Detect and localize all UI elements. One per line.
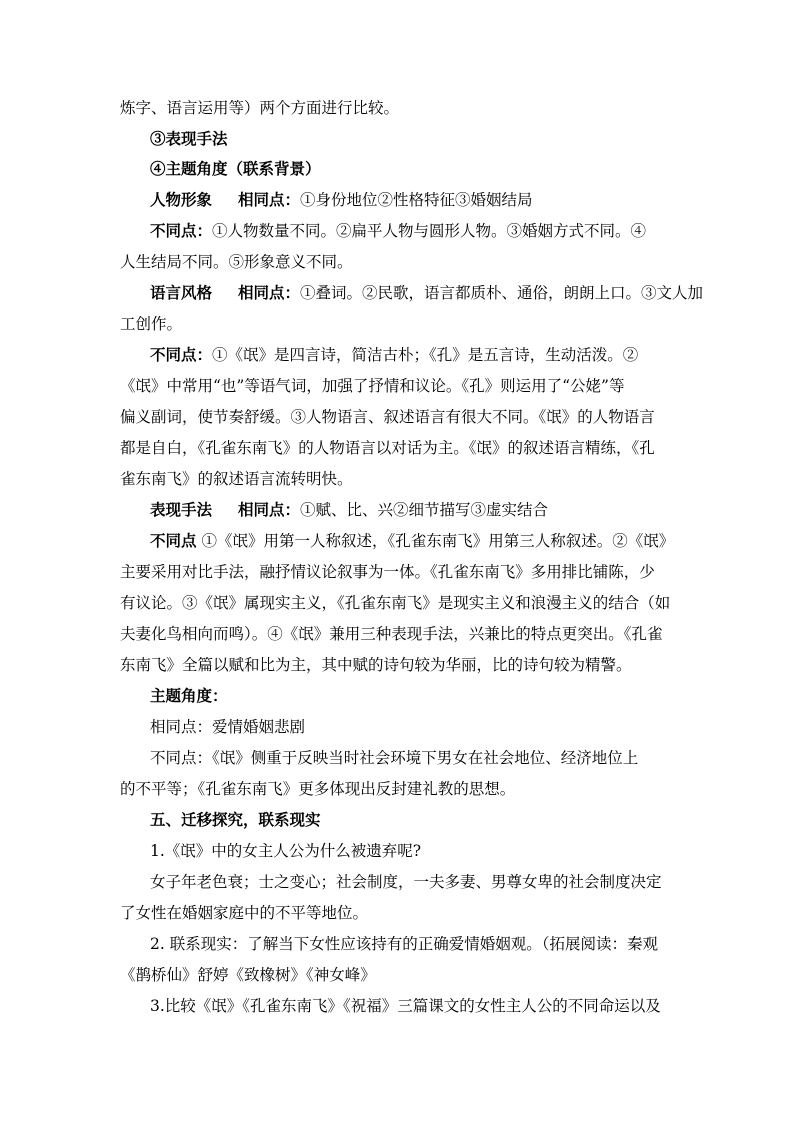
row-heading: 表现手法 (150, 500, 213, 519)
comparison-row (150, 500, 794, 520)
paragraph-line (120, 469, 794, 489)
body-text: 主要采用对比手法，融抒情议论叙事为一体。《孔雀东南飞》多用排比铺陈，少 (120, 563, 655, 581)
body-text: 2. 联系现实：了解当下女性应该持有的正确爱情婚姻观。（拓展阅读：秦观 (150, 935, 658, 953)
paragraph-line (150, 717, 794, 737)
row-heading: 语言风格 (150, 283, 213, 302)
body-text: ①《氓》用第一人称叙述，《孔雀东南飞》用第三人称叙述。②《氓》 (196, 532, 675, 550)
heading-text: 主题角度： (150, 686, 228, 705)
paragraph-line (120, 965, 794, 985)
paragraph-line (120, 779, 794, 799)
paragraph-line (150, 221, 794, 241)
body-text: ①叠词。②民歌，语言都质朴、通俗，朗朗上口。③文人加 (300, 284, 704, 302)
section-heading (150, 159, 794, 179)
section-heading (150, 686, 794, 706)
row-heading: 人物形象 (150, 190, 213, 209)
paragraph-line (150, 872, 794, 892)
paragraph-line (150, 748, 794, 768)
paragraph-line (120, 252, 794, 272)
paragraph-line (120, 903, 794, 923)
body-text: 《氓》中常用“也”等语气词，加强了抒情和议论。《孔》则运用了“公姥”等 (120, 377, 625, 395)
body-text: 的不平等；《孔雀东南飞》更多体现出反封建礼教的思想。 (120, 780, 516, 798)
body-text: 《鹊桥仙》舒婷《致橡树》《神女峰》 (120, 966, 376, 984)
body-text: 相同点：爱情婚姻悲剧 (150, 718, 306, 736)
body-text: 1.《氓》中的女主人公为什么被遗弃呢? (150, 842, 422, 860)
heading-text: ④主题角度（联系背景） (150, 159, 321, 178)
body-text: 都是自白，《孔雀东南飞》的人物语言以对话为主。《氓》的叙述语言精练，《孔 (120, 439, 655, 457)
heading-text: ③表现手法 (150, 129, 228, 148)
body-text: 了女性在婚姻家庭中的不平等地位。 (120, 904, 369, 922)
body-text: 炼字、语言运用等）两个方面进行比较。 (120, 99, 400, 117)
body-text: 偏义副词，使节奏舒缓。③人物语言、叙述语言有很大不同。《氓》的人物语言 (120, 408, 655, 426)
heading-text: 五、迁移探究，联系现实 (150, 810, 321, 829)
body-text: ①《氓》是四言诗，简洁古朴；《孔》是五言诗，生动活泼。② (212, 346, 639, 364)
body-text: 3.比较《氓》《孔雀东南飞》《祝福》三篇课文的女性主人公的不同命运以及 (150, 997, 661, 1015)
section-heading (150, 129, 794, 149)
paragraph-line (120, 562, 794, 582)
same-label: 相同点： (238, 283, 301, 302)
diff-label: 不同点 (150, 531, 197, 550)
body-text: ①赋、比、兴②细节描写③虚实结合 (300, 501, 549, 519)
paragraph-line (150, 345, 794, 365)
body-text: 工创作。 (120, 315, 183, 333)
body-text: 不同点：《氓》侧重于反映当时社会环境下男女在社会地位、经济地位上 (150, 749, 639, 767)
body-text: 夫妻化鸟相向而鸣）。④《氓》兼用三种表现手法，兴兼比的特点更突出。《孔雀 (120, 625, 663, 643)
paragraph-line (150, 531, 794, 551)
same-label: 相同点： (238, 500, 301, 519)
body-text: 女子年老色衰；士之变心；社会制度，一夫多妻、男尊女卑的社会制度决定 (150, 873, 662, 891)
diff-label: 不同点： (150, 345, 213, 364)
paragraph-line (150, 934, 794, 954)
body-text: ①身份地位②性格特征③婚姻结局 (300, 191, 533, 209)
body-text: 人生结局不同。⑤形象意义不同。 (120, 253, 353, 271)
paragraph-line (120, 314, 794, 334)
body-text: 雀东南飞》的叙述语言流转明快。 (120, 470, 353, 488)
paragraph-line (150, 996, 794, 1016)
paragraph-line (150, 841, 794, 861)
section-heading (150, 810, 794, 830)
same-label: 相同点： (238, 190, 301, 209)
paragraph-line (120, 655, 794, 675)
paragraph-line (120, 98, 794, 118)
paragraph-line (120, 593, 794, 613)
body-text: 有议论。③《氓》属现实主义，《孔雀东南飞》是现实主义和浪漫主义的结合（如 (120, 594, 671, 612)
comparison-row (150, 283, 794, 303)
paragraph-line (120, 624, 794, 644)
comparison-row (150, 190, 794, 210)
paragraph-line (120, 376, 794, 396)
paragraph-line (120, 438, 794, 458)
body-text: 东南飞》全篇以赋和比为主，其中赋的诗句较为华丽，比的诗句较为精警。 (120, 656, 632, 674)
body-text: ①人物数量不同。②扁平人物与圆形人物。③婚姻方式不同。④ (212, 222, 647, 240)
diff-label: 不同点： (150, 221, 213, 240)
paragraph-line (120, 407, 794, 427)
